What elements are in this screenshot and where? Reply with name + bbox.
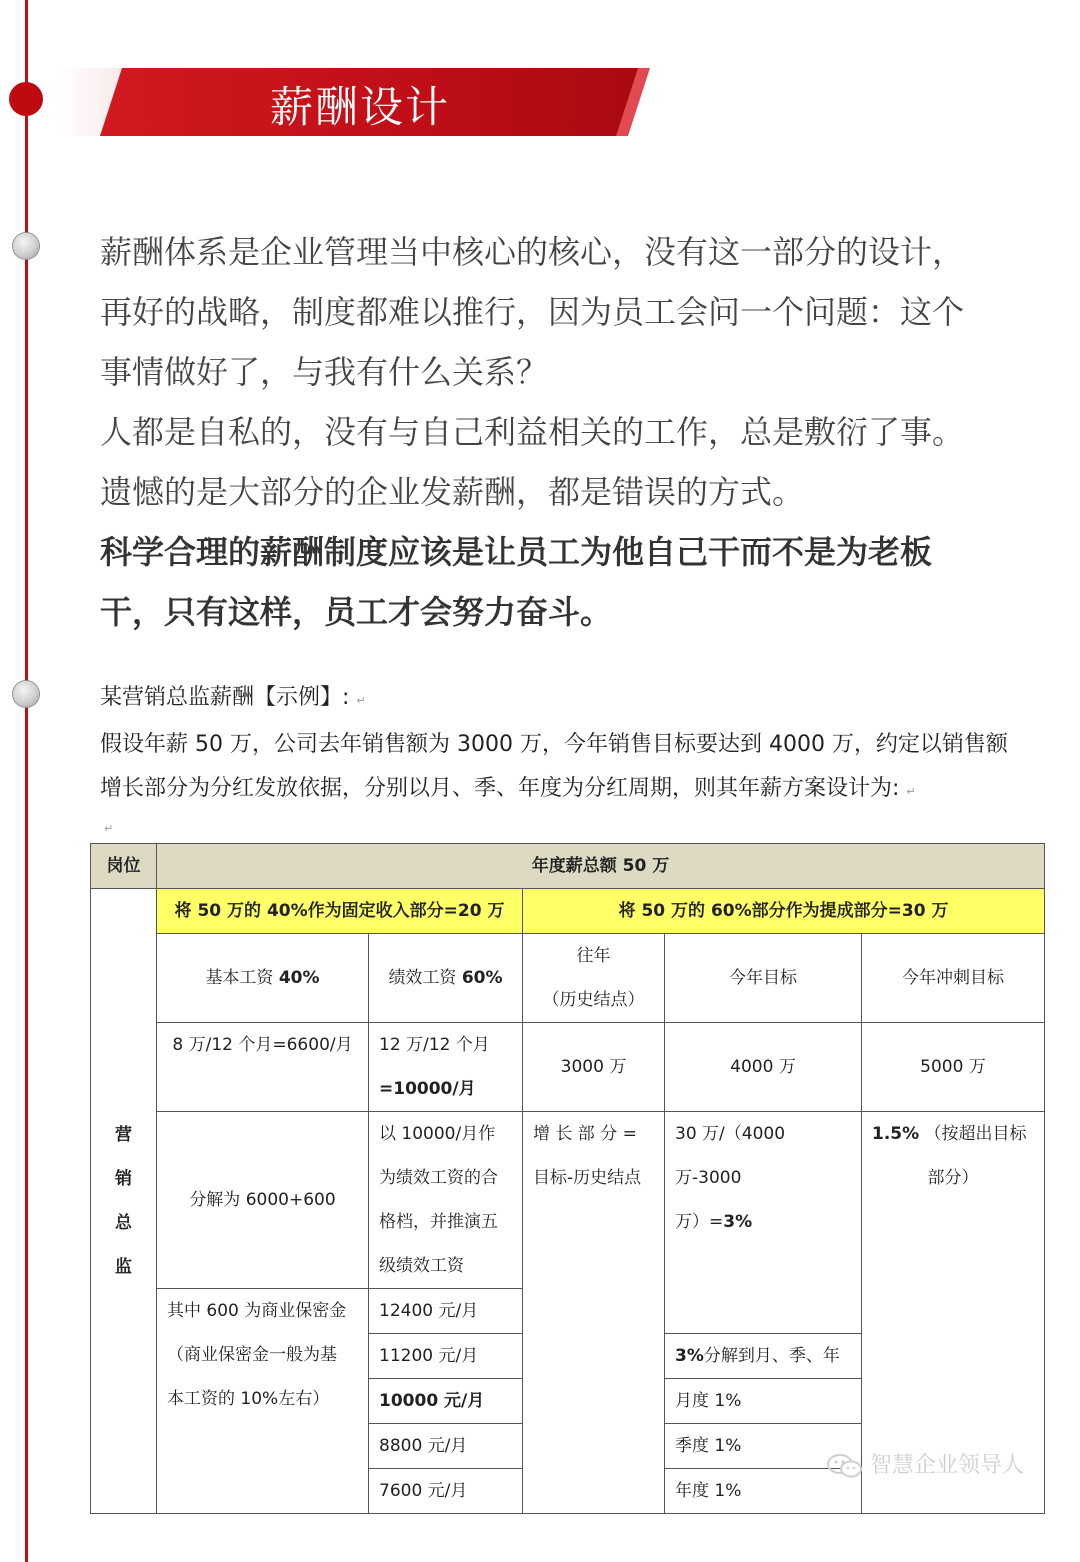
commission-header: 将 50 万的 60%部分作为提成部分=30 万 [523, 889, 1045, 934]
section-banner [60, 68, 650, 136]
position-cell: 营 销 总 监 [91, 889, 157, 1514]
section-title: 薪酬设计 [270, 83, 450, 133]
intro-bold-line: 干，只有这样，员工才会努力奋斗。 [100, 593, 613, 631]
fixed-income-header: 将 50 万的 40%作为固定收入部分=20 万 [157, 889, 523, 934]
perf-level: 12400 元/月 [369, 1289, 523, 1334]
split-3pct: 3%分解到月、季、年 [665, 1334, 862, 1379]
intro-line: 遗憾的是大部分的企业发薪酬，都是错误的方式。 [100, 473, 805, 511]
target-header: 今年目标 [665, 934, 862, 1023]
performance-calc: 12 万/12 个月 =10000/月 [369, 1023, 523, 1112]
intro-line: 事情做好了，与我有什么关系？ [100, 353, 549, 391]
paragraph-mark: ↵ [906, 785, 916, 798]
section-dot-red [9, 82, 43, 116]
performance-salary-header: 绩效工资 60% [369, 934, 523, 1023]
perf-level: 10000 元/月 [369, 1379, 523, 1424]
basic-salary-header: 基本工资 40% [157, 934, 369, 1023]
example-title: 某营销总监薪酬【示例】: [100, 685, 350, 710]
split-cell: 分解为 6000+600 [157, 1112, 369, 1289]
watermark: 智慧企业领导人 [826, 1448, 1024, 1479]
sprint-calc: 1.5% （按超出目标 部分） [862, 1112, 1045, 1514]
intro-line: 再好的战略，制度都难以推行，因为员工会问一个问题：这个 [100, 293, 965, 331]
intro-line: 薪酬体系是企业管理当中核心的核心，没有这一部分的设计， [100, 233, 965, 271]
salary-table [90, 843, 1045, 1514]
performance-desc: 以 10000/月作 为绩效工资的合 格档，并推演五 级绩效工资 [369, 1112, 523, 1289]
perf-level: 8800 元/月 [369, 1424, 523, 1469]
paragraph-mark: ↵ [104, 822, 114, 835]
wechat-icon [826, 1453, 864, 1479]
sprint-header: 今年冲刺目标 [862, 934, 1045, 1023]
timeline-dot-example [13, 681, 39, 707]
growth-desc: 增 长 部 分 = 目标-历史结点 [523, 1112, 665, 1514]
example-text [100, 676, 1080, 814]
target-calc: 30 万/（4000 万-3000 万）=3% [665, 1112, 862, 1334]
target-value: 4000 万 [665, 1023, 862, 1112]
paragraph-mark: ↵ [356, 694, 366, 707]
header-total: 年度薪总额 50 万 [157, 844, 1045, 889]
yearly-share: 年度 1% [665, 1469, 862, 1514]
intro-text [100, 222, 1080, 642]
monthly-share: 月度 1% [665, 1379, 862, 1424]
example-line: 假设年薪 50 万，公司去年销售额为 3000 万，今年销售目标要达到 4000 万，约定以销售额 [100, 732, 1008, 757]
perf-level: 7600 元/月 [369, 1469, 523, 1514]
confidential-cell: 其中 600 为商业保密金 （商业保密金一般为基 本工资的 10%左右） [157, 1289, 369, 1514]
basic-calc: 8 万/12 个月=6600/月 [157, 1023, 369, 1112]
timeline-dot-intro [13, 233, 39, 259]
perf-level: 11200 元/月 [369, 1334, 523, 1379]
intro-bold-line: 科学合理的薪酬制度应该是让员工为他自己干而不是为老板 [100, 533, 933, 571]
header-position: 岗位 [91, 844, 157, 889]
intro-line: 人都是自私的，没有与自己利益相关的工作，总是敷衍了事。 [100, 413, 965, 451]
prev-year-value: 3000 万 [523, 1023, 665, 1112]
example-line: 增长部分为分红发放依据，分别以月、季、年度为分红周期，则其年薪方案设计为: [100, 776, 900, 801]
quarterly-share: 季度 1% [665, 1424, 862, 1469]
prev-year-header: 往年 （历史结点） [523, 934, 665, 1023]
sprint-value: 5000 万 [862, 1023, 1045, 1112]
